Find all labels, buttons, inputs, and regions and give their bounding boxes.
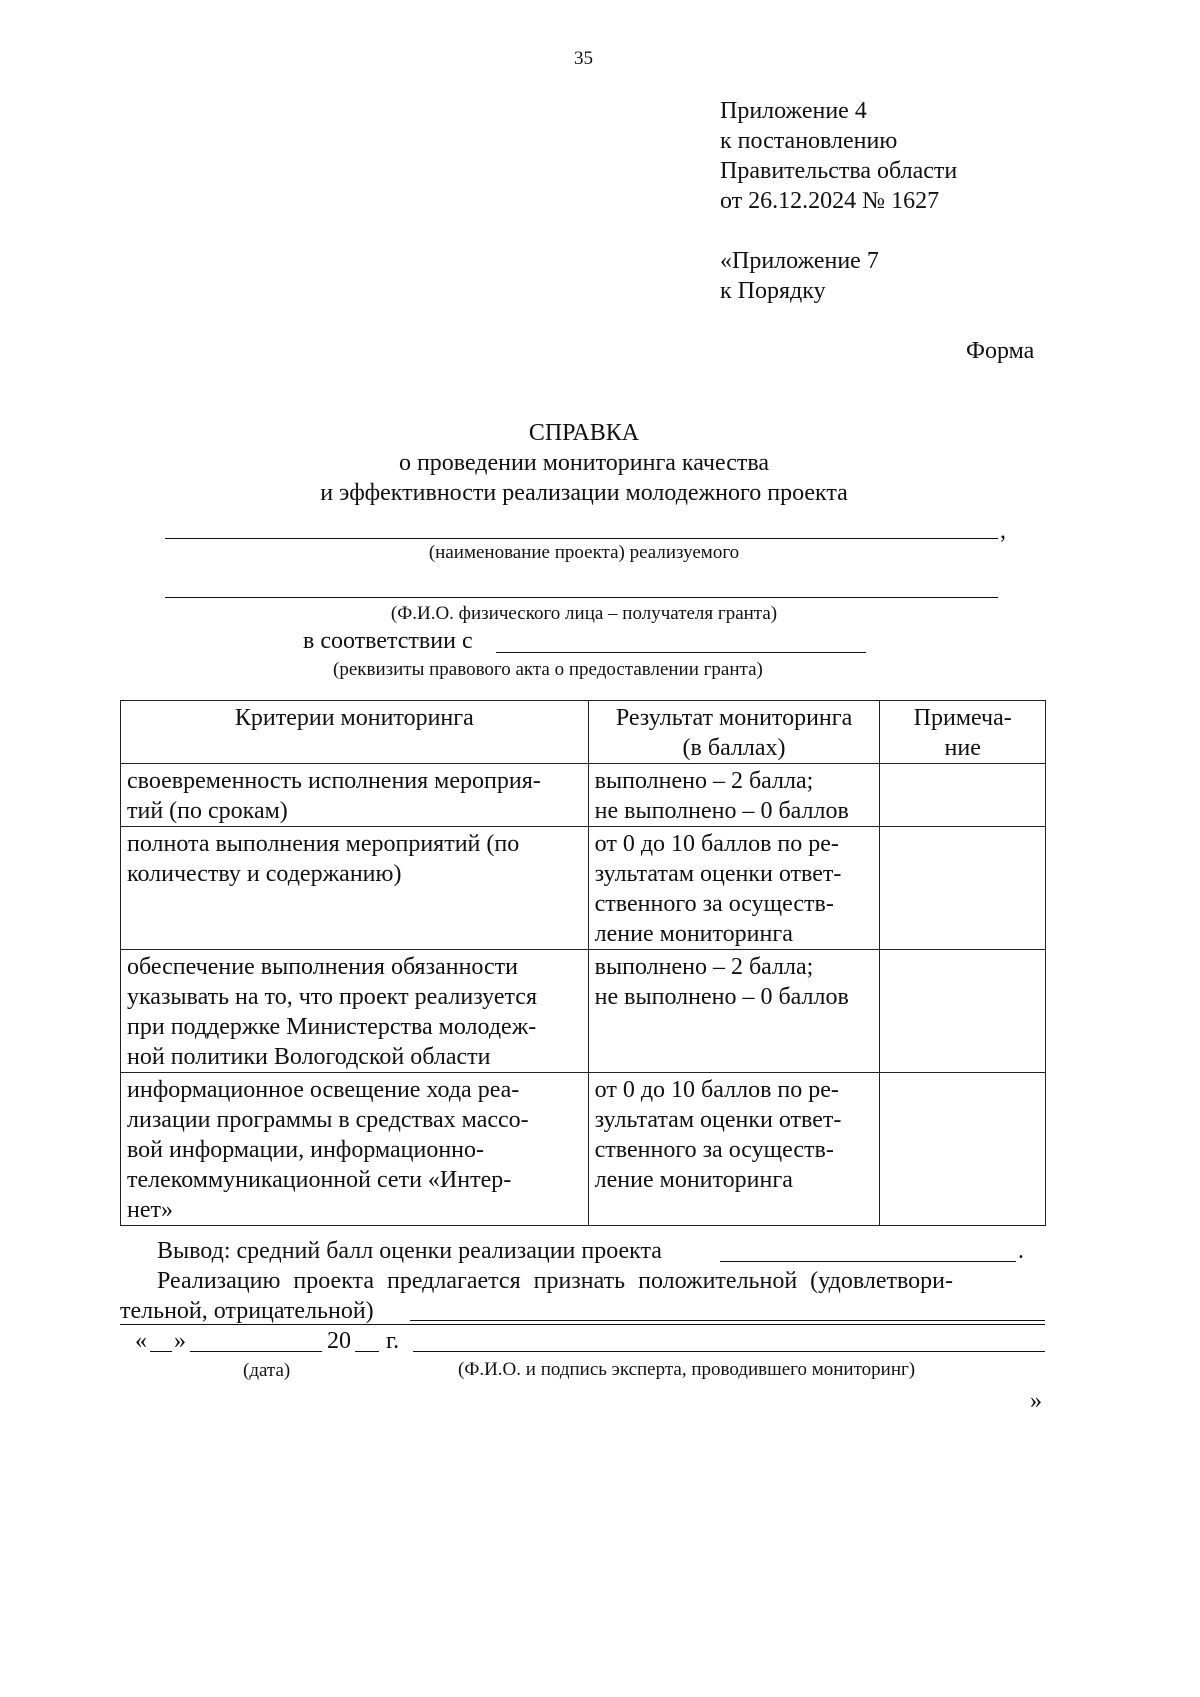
cell-text-line: нет» (127, 1197, 173, 1223)
cell-text-line: не выполнено – 0 баллов (594, 798, 849, 824)
result-cell (588, 1073, 880, 1226)
cell-text-line: зультатам оценки ответ- (594, 1107, 842, 1133)
header-line: Правительства области (720, 158, 958, 184)
cell-text-line: зультатам оценки ответ- (594, 861, 842, 887)
accordance-label: в соответствии с (303, 628, 473, 654)
recipient-name-line[interactable] (165, 597, 998, 598)
proposal-line[interactable] (410, 1320, 1045, 1321)
cell-text-line: (в баллах) (682, 735, 786, 761)
cell-text-line: ление мониторинга (594, 921, 793, 947)
cell-text-line: ной политики Вологодской области (127, 1044, 491, 1070)
table-row (121, 1073, 1046, 1226)
cell-text-line: ственного за осуществ- (594, 1137, 834, 1163)
cell-text-line: полнота выполнения мероприятий (по (127, 831, 520, 857)
criterion-cell (121, 950, 589, 1073)
cell-text-line: вой информации, информационно- (127, 1137, 485, 1163)
cell-text-line: указывать на то, что проект реализуется (127, 984, 537, 1010)
header-line: от 26.12.2024 № 1627 (720, 188, 940, 214)
doc-title: СПРАВКА (528, 420, 640, 446)
cell-text-line: ственного за осуществ- (594, 891, 834, 917)
cell-text-line: Критерии мониторинга (234, 705, 474, 731)
cell-text-line: Примеча- (913, 705, 1012, 731)
cell-text-line: лизации программы в средствах массо- (127, 1107, 529, 1133)
period: . (1018, 1238, 1024, 1264)
proposal-text-1: Реализацию проекта предлагается признать положительной (удовлетвори- (157, 1268, 954, 1294)
legal-act-line[interactable] (496, 652, 866, 653)
cell-text-line: количеству и содержанию) (127, 861, 402, 887)
date-open-quote: « (135, 1328, 147, 1354)
annex-line: к Порядку (720, 278, 826, 304)
header-line: к постановлению (720, 128, 898, 154)
header-line: Приложение 4 (720, 98, 867, 124)
criterion-cell (121, 1073, 589, 1226)
signature-field[interactable] (413, 1351, 1045, 1352)
project-name-caption: (наименование проекта) реализуемого (428, 542, 740, 563)
header-criteria (121, 701, 589, 764)
cell-text-line: при поддержке Министерства молодеж- (127, 1014, 537, 1040)
average-score-line[interactable] (720, 1261, 1016, 1262)
average-score-label: Вывод: средний балл оценки реализации проекта (157, 1238, 662, 1264)
divider (120, 1324, 1045, 1325)
signature-caption: (Ф.И.О. и подпись эксперта, проводившего мониторинг) (458, 1359, 916, 1380)
cell-text-line: своевременность исполнения мероприя- (127, 768, 541, 794)
legal-act-caption: (реквизиты правового акта о предоставлении гранта) (333, 659, 763, 680)
cell-text-line: не выполнено – 0 баллов (594, 984, 849, 1010)
day-field[interactable] (150, 1351, 172, 1352)
table-row (121, 827, 1046, 950)
result-cell (588, 827, 880, 950)
note-cell[interactable] (880, 764, 1046, 827)
form-label: Форма (966, 338, 1035, 364)
result-cell (588, 950, 880, 1073)
proposal-text-2: тельной, отрицательной) (120, 1298, 374, 1324)
date-caption: (дата) (243, 1360, 291, 1381)
header-result (588, 701, 880, 764)
note-cell[interactable] (880, 1073, 1046, 1226)
cell-text-line: телекоммуникационной сети «Интер- (127, 1167, 512, 1193)
cell-text-line: информационное освещение хода реа- (127, 1077, 520, 1103)
cell-text-line: Результат мониторинга (615, 705, 853, 731)
note-cell[interactable] (880, 950, 1046, 1073)
cell-text-line: выполнено – 2 балла; (594, 954, 814, 980)
monitoring-table (120, 700, 1046, 1226)
cell-text-line: тий (по срокам) (127, 798, 288, 824)
year-prefix: 20 (327, 1328, 351, 1354)
month-field[interactable] (190, 1351, 322, 1352)
doc-subtitle-2: и эффективности реализации молодежного проекта (320, 480, 848, 506)
table-row (121, 764, 1046, 827)
header-note (880, 701, 1046, 764)
note-cell[interactable] (880, 827, 1046, 950)
cell-text-line: от 0 до 10 баллов по ре- (594, 831, 839, 857)
table-header-row (121, 701, 1046, 764)
cell-text-line: выполнено – 2 балла; (594, 768, 814, 794)
year-field[interactable] (355, 1351, 379, 1352)
cell-text-line: обеспечение выполнения обязанности (127, 954, 518, 980)
recipient-caption: (Ф.И.О. физического лица – получателя гранта) (390, 603, 778, 624)
cell-text-line: ние (944, 735, 981, 761)
annex-line: «Приложение 7 (720, 248, 879, 274)
result-cell (588, 764, 880, 827)
closing-quote: » (1030, 1388, 1042, 1414)
year-suffix: г. (386, 1328, 400, 1354)
cell-text-line: ление мониторинга (594, 1167, 793, 1193)
page-number: 35 (574, 48, 593, 69)
cell-text-line: от 0 до 10 баллов по ре- (594, 1077, 839, 1103)
criterion-cell (121, 827, 589, 950)
date-close-quote: » (174, 1328, 186, 1354)
comma: , (1000, 518, 1006, 544)
doc-subtitle-1: о проведении мониторинга качества (398, 450, 770, 476)
criterion-cell (121, 764, 589, 827)
table-row (121, 950, 1046, 1073)
